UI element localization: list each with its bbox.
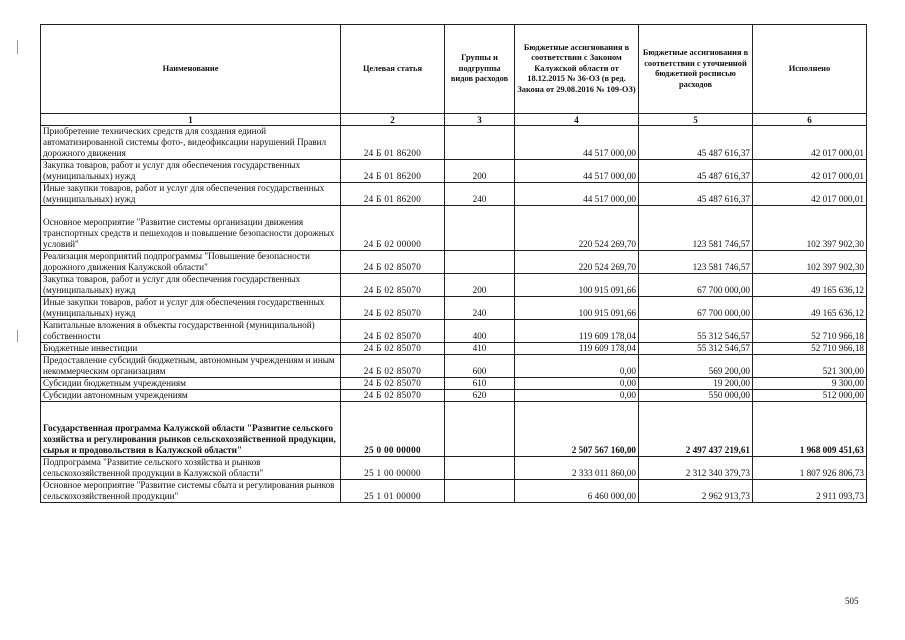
header-expense-groups: Группы и подгруппы видов расходов — [445, 25, 515, 114]
row-target-article: 25 0 00 00000 — [341, 402, 445, 457]
row-executed-amount: 1 968 009 451,63 — [753, 402, 867, 457]
column-number: 2 — [341, 114, 445, 126]
column-number-row — [41, 114, 867, 126]
row-name: Предоставление субсидий бюджетным, автономным учреждениям и иным некоммерческим организациям — [41, 355, 341, 378]
row-law-amount: 44 517 000,00 — [515, 126, 639, 160]
row-name: Основное мероприятие "Развитие системы сбыта и регулирования рынков сельскохозяйственной продукции" — [41, 480, 341, 503]
table-row — [41, 206, 867, 251]
row-law-amount: 220 524 269,70 — [515, 251, 639, 274]
row-target-article: 24 Б 02 85070 — [341, 378, 445, 390]
row-expense-group: 200 — [445, 160, 515, 183]
column-number: 4 — [515, 114, 639, 126]
column-number: 3 — [445, 114, 515, 126]
margin-mark — [17, 40, 18, 54]
row-expense-group: 240 — [445, 297, 515, 320]
row-refined-amount: 45 487 616,37 — [639, 183, 753, 206]
row-name: Закупка товаров, работ и услуг для обеспечения государственных (муниципальных) нужд — [41, 160, 341, 183]
budget-table — [40, 24, 867, 503]
header-row — [41, 25, 867, 114]
row-law-amount: 119 609 178,04 — [515, 343, 639, 355]
table-row — [41, 355, 867, 378]
row-refined-amount: 123 581 746,57 — [639, 206, 753, 251]
header-name: Наименование — [41, 25, 341, 114]
row-target-article: 25 1 01 00000 — [341, 480, 445, 503]
header-target-article: Целевая статья — [341, 25, 445, 114]
row-name: Иные закупки товаров, работ и услуг для обеспечения государственных (муниципальных) нужд — [41, 297, 341, 320]
row-executed-amount: 521 300,00 — [753, 355, 867, 378]
table-row — [41, 343, 867, 355]
margin-mark — [17, 330, 18, 342]
row-target-article: 24 Б 02 85070 — [341, 343, 445, 355]
row-name: Реализация мероприятий подпрограммы "Повышение безопасности дорожного движения Калужской области" — [41, 251, 341, 274]
row-expense-group — [445, 402, 515, 457]
row-expense-group: 200 — [445, 274, 515, 297]
row-target-article: 24 Б 01 86200 — [341, 183, 445, 206]
row-executed-amount: 512 000,00 — [753, 390, 867, 402]
row-name: Приобретение технических средств для создания единой автоматизированной системы фото-, видеофиксации нарушений Правил дорожного движения — [41, 126, 341, 160]
row-executed-amount: 52 710 966,18 — [753, 320, 867, 343]
header-refined-allocations: Бюджетные ассигнования в соответствии с уточненной бюджетной росписью расходов — [639, 25, 753, 114]
row-expense-group: 610 — [445, 378, 515, 390]
row-expense-group: 240 — [445, 183, 515, 206]
row-refined-amount: 67 700 000,00 — [639, 274, 753, 297]
row-expense-group — [445, 206, 515, 251]
row-law-amount: 220 524 269,70 — [515, 206, 639, 251]
row-target-article: 24 Б 02 85070 — [341, 355, 445, 378]
row-executed-amount: 42 017 000,01 — [753, 126, 867, 160]
row-expense-group: 620 — [445, 390, 515, 402]
table-row — [41, 274, 867, 297]
column-number: 5 — [639, 114, 753, 126]
row-expense-group — [445, 126, 515, 160]
row-refined-amount: 2 962 913,73 — [639, 480, 753, 503]
row-refined-amount: 550 000,00 — [639, 390, 753, 402]
table-row — [41, 251, 867, 274]
row-target-article: 24 Б 02 85070 — [341, 297, 445, 320]
table-row — [41, 378, 867, 390]
row-law-amount: 2 507 567 160,00 — [515, 402, 639, 457]
row-name: Субсидии бюджетным учреждениям — [41, 378, 341, 390]
row-name: Субсидии автономным учреждениям — [41, 390, 341, 402]
row-refined-amount: 2 497 437 219,61 — [639, 402, 753, 457]
row-law-amount: 6 460 000,00 — [515, 480, 639, 503]
row-expense-group — [445, 251, 515, 274]
row-target-article: 24 Б 01 86200 — [341, 126, 445, 160]
row-refined-amount: 19 200,00 — [639, 378, 753, 390]
header-executed: Исполнено — [753, 25, 867, 114]
row-expense-group: 400 — [445, 320, 515, 343]
row-refined-amount: 123 581 746,57 — [639, 251, 753, 274]
table-row — [41, 320, 867, 343]
row-refined-amount: 569 200,00 — [639, 355, 753, 378]
row-executed-amount: 2 911 093,73 — [753, 480, 867, 503]
row-executed-amount: 1 807 926 806,73 — [753, 457, 867, 480]
row-target-article: 24 Б 02 85070 — [341, 251, 445, 274]
row-name: Иные закупки товаров, работ и услуг для обеспечения государственных (муниципальных) нужд — [41, 183, 341, 206]
row-expense-group: 410 — [445, 343, 515, 355]
row-executed-amount: 52 710 966,18 — [753, 343, 867, 355]
row-law-amount: 100 915 091,66 — [515, 274, 639, 297]
row-law-amount: 0,00 — [515, 378, 639, 390]
row-name: Основное мероприятие "Развитие системы организации движения транспортных средств и пешеходов и повышение безопасности дорожных условий" — [41, 206, 341, 251]
row-target-article: 24 Б 02 85070 — [341, 274, 445, 297]
row-executed-amount: 49 165 636,12 — [753, 274, 867, 297]
table-row — [41, 390, 867, 402]
row-name: Капитальные вложения в объекты государственной (муниципальной) собственности — [41, 320, 341, 343]
row-name: Государственная программа Калужской области "Развитие сельского хозяйства и регулирования рынков сельскохозяйственной продукции, сырья и продовольствия в Калужской области" — [41, 402, 341, 457]
table-row — [41, 480, 867, 503]
page-number: 505 — [845, 596, 859, 606]
row-executed-amount: 49 165 636,12 — [753, 297, 867, 320]
row-refined-amount: 67 700 000,00 — [639, 297, 753, 320]
row-law-amount: 44 517 000,00 — [515, 160, 639, 183]
row-law-amount: 0,00 — [515, 355, 639, 378]
table-row — [41, 297, 867, 320]
row-expense-group — [445, 480, 515, 503]
row-refined-amount: 45 487 616,37 — [639, 160, 753, 183]
row-law-amount: 0,00 — [515, 390, 639, 402]
row-refined-amount: 45 487 616,37 — [639, 126, 753, 160]
row-refined-amount: 2 312 340 379,73 — [639, 457, 753, 480]
row-refined-amount: 55 312 546,57 — [639, 320, 753, 343]
row-executed-amount: 102 397 902,30 — [753, 251, 867, 274]
row-target-article: 24 Б 01 86200 — [341, 160, 445, 183]
row-expense-group — [445, 457, 515, 480]
row-executed-amount: 102 397 902,30 — [753, 206, 867, 251]
row-target-article: 24 Б 02 00000 — [341, 206, 445, 251]
row-law-amount: 44 517 000,00 — [515, 183, 639, 206]
table-row — [41, 457, 867, 480]
row-executed-amount: 42 017 000,01 — [753, 160, 867, 183]
column-number: 6 — [753, 114, 867, 126]
row-target-article: 25 1 00 00000 — [341, 457, 445, 480]
row-target-article: 24 Б 02 85070 — [341, 320, 445, 343]
column-number: 1 — [41, 114, 341, 126]
table-row — [41, 183, 867, 206]
table-row — [41, 402, 867, 457]
row-law-amount: 119 609 178,04 — [515, 320, 639, 343]
row-name: Подпрограмма "Развитие сельского хозяйства и рынков сельскохозяйственной продукции в Калужской области" — [41, 457, 341, 480]
row-law-amount: 100 915 091,66 — [515, 297, 639, 320]
row-refined-amount: 55 312 546,57 — [639, 343, 753, 355]
row-executed-amount: 42 017 000,01 — [753, 183, 867, 206]
table-row — [41, 126, 867, 160]
header-law-allocations: Бюджетные ассигнования в соответствии с Законом Калужской области от 18.12.2015 № 36-ОЗ (в ред. Закона от 29.08.2016 № 109-ОЗ) — [515, 25, 639, 114]
row-target-article: 24 Б 02 85070 — [341, 390, 445, 402]
row-expense-group: 600 — [445, 355, 515, 378]
row-law-amount: 2 333 011 860,00 — [515, 457, 639, 480]
row-executed-amount: 9 300,00 — [753, 378, 867, 390]
table-row — [41, 160, 867, 183]
row-name: Бюджетные инвестиции — [41, 343, 341, 355]
row-name: Закупка товаров, работ и услуг для обеспечения государственных (муниципальных) нужд — [41, 274, 341, 297]
